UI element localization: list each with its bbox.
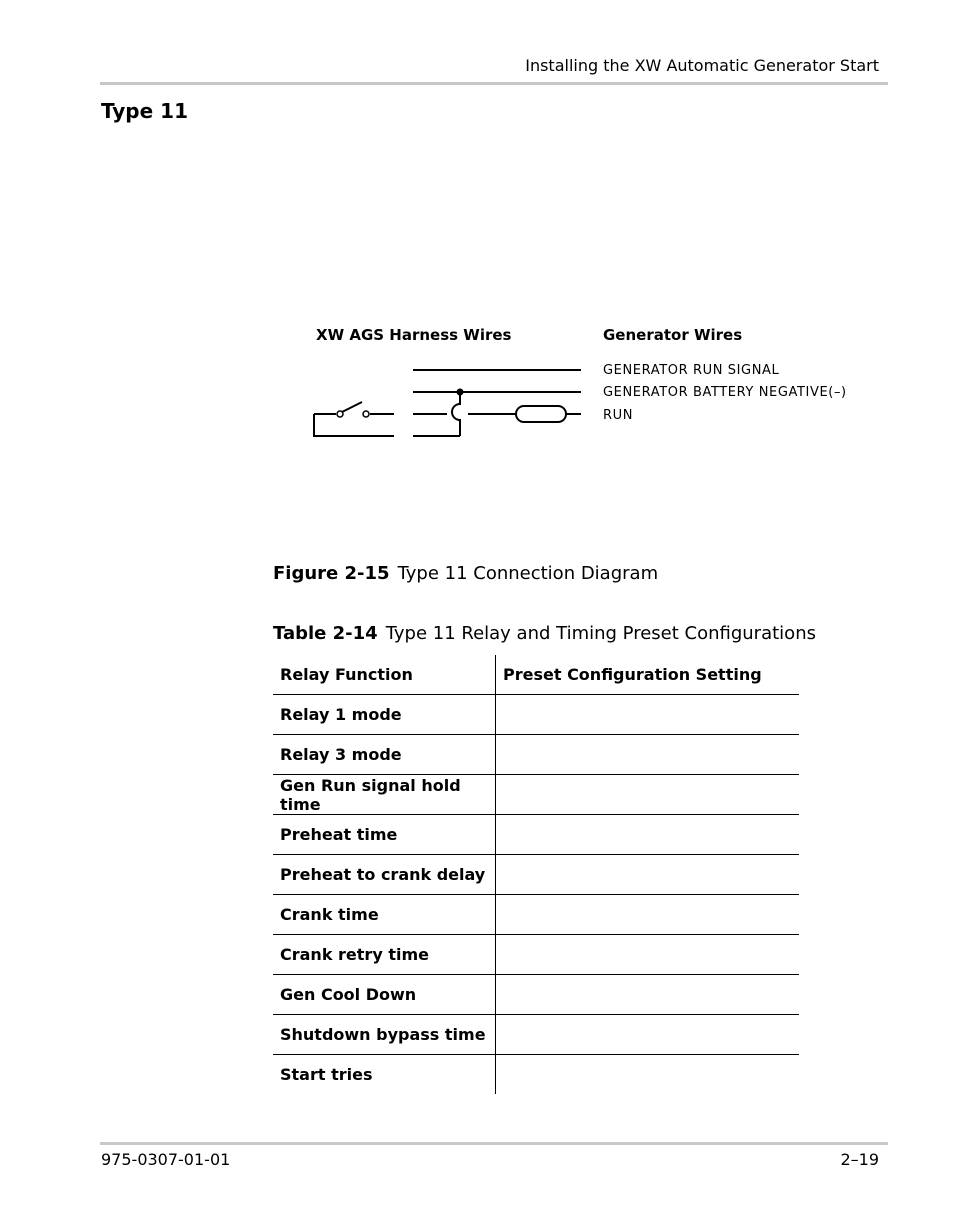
label-battery-negative: GENERATOR BATTERY NEGATIVE(–) bbox=[603, 385, 847, 400]
setting-cell bbox=[496, 735, 800, 775]
relay-function-cell: Start tries bbox=[273, 1055, 496, 1095]
setting-cell bbox=[496, 1015, 800, 1055]
wiring bbox=[314, 370, 581, 436]
setting-cell bbox=[496, 855, 800, 895]
preset-configuration-table bbox=[273, 655, 799, 1094]
header-preset-setting: Preset Configuration Setting bbox=[496, 655, 800, 695]
switch-lead bbox=[314, 414, 394, 436]
setting-cell bbox=[496, 975, 800, 1015]
table-row bbox=[273, 935, 799, 975]
connection-diagram bbox=[300, 320, 870, 450]
fuse-icon bbox=[516, 406, 566, 422]
setting-cell bbox=[496, 1055, 800, 1095]
table-row bbox=[273, 735, 799, 775]
table-row bbox=[273, 1055, 799, 1095]
running-header: Installing the XW Automatic Generator Start bbox=[525, 56, 879, 75]
setting-cell bbox=[496, 815, 800, 855]
junction-dot bbox=[457, 389, 464, 396]
generator-wires-heading: Generator Wires bbox=[603, 326, 743, 344]
relay-function-cell: Shutdown bypass time bbox=[273, 1015, 496, 1055]
switch-contact-right bbox=[363, 411, 369, 417]
header-rule bbox=[100, 82, 888, 85]
table-row bbox=[273, 895, 799, 935]
setting-cell bbox=[496, 775, 800, 815]
setting-cell bbox=[496, 895, 800, 935]
relay-function-cell: Gen Cool Down bbox=[273, 975, 496, 1015]
jumper-wire bbox=[452, 392, 460, 436]
table-row bbox=[273, 975, 799, 1015]
relay-function-cell: Relay 3 mode bbox=[273, 735, 496, 775]
relay-function-cell: Crank retry time bbox=[273, 935, 496, 975]
table-header-row bbox=[273, 655, 799, 695]
table-row bbox=[273, 1015, 799, 1055]
table-row bbox=[273, 815, 799, 855]
figure-caption bbox=[273, 563, 658, 584]
table-title: Type 11 Relay and Timing Preset Configurations bbox=[385, 623, 816, 644]
document-number: 975-0307-01-01 bbox=[101, 1150, 231, 1169]
relay-function-cell: Relay 1 mode bbox=[273, 695, 496, 735]
relay-function-cell: Crank time bbox=[273, 895, 496, 935]
relay-function-cell: Preheat to crank delay bbox=[273, 855, 496, 895]
relay-function-cell: Preheat time bbox=[273, 815, 496, 855]
relay-function-cell: Gen Run signal hold time bbox=[273, 775, 496, 815]
label-run: RUN bbox=[603, 408, 634, 423]
label-generator-run-signal: GENERATOR RUN SIGNAL bbox=[603, 363, 780, 378]
switch-blade bbox=[342, 402, 362, 412]
harness-wires-heading: XW AGS Harness Wires bbox=[316, 326, 512, 344]
page-number: 2–19 bbox=[840, 1150, 879, 1169]
figure-number: Figure 2-15 bbox=[273, 563, 390, 584]
table-row bbox=[273, 695, 799, 735]
table-number: Table 2-14 bbox=[273, 623, 378, 644]
table-row bbox=[273, 855, 799, 895]
switch-contact-left bbox=[337, 411, 343, 417]
header-relay-function: Relay Function bbox=[273, 655, 496, 695]
figure-title: Type 11 Connection Diagram bbox=[397, 563, 659, 584]
footer-rule bbox=[100, 1142, 888, 1145]
table-caption bbox=[273, 623, 816, 644]
setting-cell bbox=[496, 935, 800, 975]
table-row bbox=[273, 775, 799, 815]
setting-cell bbox=[496, 695, 800, 735]
section-title: Type 11 bbox=[101, 99, 188, 123]
